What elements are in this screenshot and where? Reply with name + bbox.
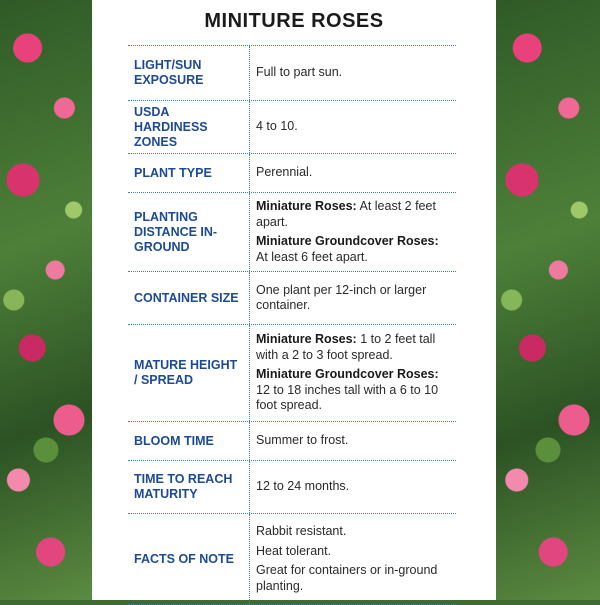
value-text: Full to part sun. xyxy=(256,65,343,80)
table-row xyxy=(128,324,456,421)
info-panel xyxy=(92,0,496,600)
value-text: Great for containers or in-ground planting. xyxy=(256,563,438,593)
table-row xyxy=(128,153,456,192)
value-text: Rabbit resistant. xyxy=(256,524,347,538)
value-text: Heat tolerant. xyxy=(256,543,332,558)
row-label: MATURE HEIGHT / SPREAD xyxy=(128,325,250,421)
value-text: Perennial. xyxy=(256,165,313,180)
row-label: FACTS OF NOTE xyxy=(128,514,250,604)
value-bold: Miniature Roses: xyxy=(256,199,357,213)
row-value xyxy=(250,46,456,100)
value-bold: Miniature Roses: xyxy=(256,332,357,347)
table-row xyxy=(128,271,456,324)
row-value xyxy=(250,422,456,460)
value-text: 12 to 18 inches tall with a 6 to 10 foot spread. xyxy=(256,382,439,413)
table-row xyxy=(128,192,456,271)
row-label: CONTAINER SIZE xyxy=(128,272,250,324)
row-value xyxy=(250,272,456,324)
row-value xyxy=(250,514,456,604)
value-text: Summer to frost. xyxy=(256,433,349,448)
value-bold: Miniature Groundcover Roses: xyxy=(256,367,439,382)
table-row xyxy=(128,460,456,513)
row-label: USDA HARDINESS ZONES xyxy=(128,101,250,153)
row-value xyxy=(250,325,456,421)
info-table xyxy=(128,45,456,605)
row-value xyxy=(250,154,456,192)
table-row xyxy=(128,100,456,153)
table-row xyxy=(128,45,456,100)
page-title: MINITURE ROSES xyxy=(204,10,384,32)
row-value xyxy=(250,193,456,271)
value-text: 12 to 24 months. xyxy=(256,479,350,494)
rose-photo-right xyxy=(496,0,600,600)
value-text: 1 to 2 feet tall with a 2 to 3 foot spread. xyxy=(256,332,436,362)
value-text: At least 6 feet apart. xyxy=(256,249,368,264)
row-label: LIGHT/SUN EXPOSURE xyxy=(128,46,250,100)
row-label: PLANT TYPE xyxy=(128,154,250,192)
row-label: TIME TO REACH MATURITY xyxy=(128,461,250,513)
row-value xyxy=(250,461,456,513)
value-text: At least 2 feet apart. xyxy=(256,199,436,229)
value-text: One plant per 12-inch or larger container. xyxy=(256,282,427,312)
value-text: 4 to 10. xyxy=(256,119,298,134)
row-value xyxy=(250,101,456,153)
table-row xyxy=(128,421,456,460)
value-bold: Miniature Groundcover Roses: xyxy=(256,234,439,248)
table-row xyxy=(128,513,456,605)
rose-photo-left xyxy=(0,0,92,600)
row-label: BLOOM TIME xyxy=(128,422,250,460)
row-label: PLANTING DISTANCE IN-GROUND xyxy=(128,193,250,271)
